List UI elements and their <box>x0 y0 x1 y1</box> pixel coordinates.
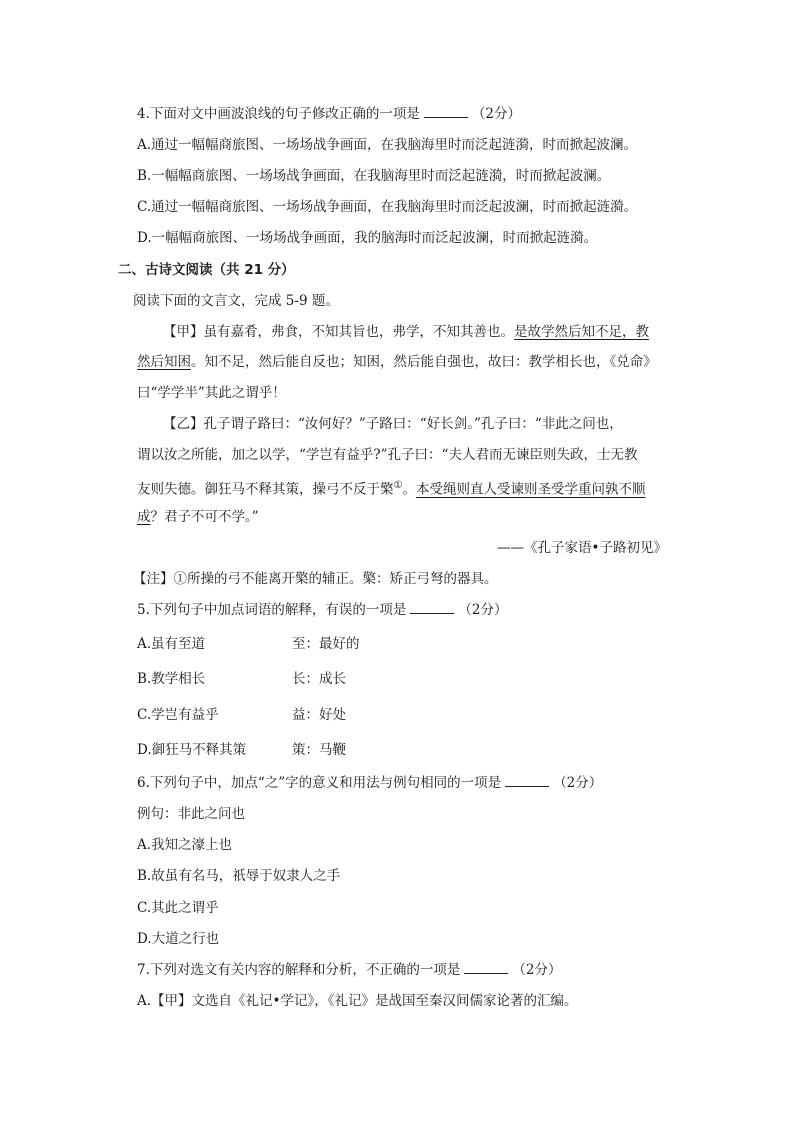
passage-jia-text-1: 【甲】虽有嘉肴，弗食，不知其旨也，弗学，不知其善也。 <box>163 324 514 340</box>
q5-option-a-left: A.虽有至道 <box>137 636 206 652</box>
q5-option-d-right: 策：马鞭 <box>292 742 346 758</box>
q4-option-c: C.通过一幅幅商旅图、一场场战争画面，在我脑海里时而泛起波澜，时而掀起涟漪。 <box>137 199 638 215</box>
q5-option-d <box>137 740 537 760</box>
q6-stem-text: 6.下列句子中，加点“之”字的意义和用法与例句相同的一项是 <box>137 775 502 791</box>
q5-option-c <box>137 705 537 725</box>
q5-option-a <box>137 634 537 654</box>
q6-option-a: A.我知之濠上也 <box>137 837 233 853</box>
q5-stem <box>137 600 507 620</box>
q4-stem <box>137 104 521 124</box>
q5-option-b <box>137 669 537 689</box>
q5-option-b-left: B.教学相长 <box>137 671 206 687</box>
passage-yi-punct-3: 。 <box>402 481 416 498</box>
q5-option-c-right: 益：好处 <box>292 707 346 723</box>
section-heading: 二、古诗文阅读（共 21 分） <box>118 262 295 278</box>
passage-yi-line-3 <box>137 476 645 500</box>
passage-yi-underlined-4: 成 <box>137 509 151 525</box>
q7-stem <box>137 960 561 980</box>
q6-score: （2分） <box>553 775 603 791</box>
q4-answer-blank[interactable] <box>424 104 468 118</box>
passage-jia-underlined-2: 然后知困 <box>137 354 191 370</box>
passage-jia-line-2 <box>137 352 657 372</box>
q5-option-b-right: 长：成长 <box>292 671 346 687</box>
q4-stem-text: 4.下面对文中画波浪线的句子修改正确的一项是 <box>137 106 420 122</box>
q7-stem-text: 7.下列对选文有关内容的解释和分析，不正确的一项是 <box>137 962 461 978</box>
passage-jia-underlined-1: 是故学然后知不足，教 <box>514 324 649 340</box>
footnote: 【注】①所操的弓不能离开檠的辅正。檠：矫正弓弩的器具。 <box>133 571 498 587</box>
q4-option-a: A.通过一幅幅商旅图、一场场战争画面，在我脑海里时而泛起涟漪，时而掀起波澜。 <box>137 137 638 153</box>
passage-jia-line-1 <box>163 322 649 342</box>
q6-option-b: B.故虽有名马，祇辱于奴隶人之手 <box>137 868 341 884</box>
section-intro: 阅读下面的文言文，完成 5-9 题。 <box>133 293 339 309</box>
q5-option-d-left: D.御狂马不释其策 <box>137 742 247 758</box>
passage-yi-line-2: 谓以汝之所能，加之以学，“学岂有益乎?”孔子曰：“夫人君而无谏臣则失政，士无教 <box>137 447 638 463</box>
q5-answer-blank[interactable] <box>410 600 454 614</box>
q7-option-a: A.【甲】文选自《礼记•学记》，《礼记》是战国至秦汉间儒家论著的汇编。 <box>137 993 578 1009</box>
q4-score: （2分） <box>471 106 521 122</box>
passage-yi-underlined-3: 本受绳则直人受谏则圣受学重问孰不顺 <box>415 481 646 498</box>
q6-option-d: D.大道之行也 <box>137 931 220 947</box>
q6-stem <box>137 773 602 793</box>
q4-option-d: D.一幅幅商旅图、一场场战争画面，我的脑海时而泛起波澜，时而掀起涟漪。 <box>137 230 598 246</box>
passage-yi-line-1: 【乙】孔子谓子路曰：“汝何好？”子路曰：“好长剑。”孔子曰：“非此之问也， <box>163 416 623 432</box>
passage-jia-line-3: 曰“学学半”其此之谓乎！ <box>137 385 286 401</box>
q6-option-c: C.其此之谓乎 <box>137 900 219 916</box>
q6-example: 例句：非此之问也 <box>137 806 245 822</box>
passage-source: ——《孔子家语•子路初见》 <box>497 540 667 556</box>
q7-score: （2分） <box>512 962 562 978</box>
q7-answer-blank[interactable] <box>464 960 508 974</box>
footnote-marker: ① <box>393 480 403 491</box>
q6-answer-blank[interactable] <box>505 773 549 787</box>
q4-option-b: B.一幅幅商旅图、一场场战争画面，在我脑海里时而泛起涟漪，时而掀起波澜。 <box>137 168 611 184</box>
passage-yi-line-4 <box>137 507 259 527</box>
q5-option-a-right: 至：最好的 <box>292 636 360 652</box>
passage-yi-text-3: 友则失德。御狂马不释其策，操弓不反于檠 <box>137 481 394 498</box>
q5-score: （2分） <box>458 602 508 618</box>
passage-jia-text-2: 。知不足，然后能自反也；知困，然后能自强也，故曰：教学相长也，《兑命》 <box>191 354 657 370</box>
q5-stem-text: 5.下列句子中加点词语的解释，有误的一项是 <box>137 602 407 618</box>
passage-yi-text-4: ？君子不可不学。” <box>150 509 259 525</box>
q5-option-c-left: C.学岂有益乎 <box>137 707 219 723</box>
